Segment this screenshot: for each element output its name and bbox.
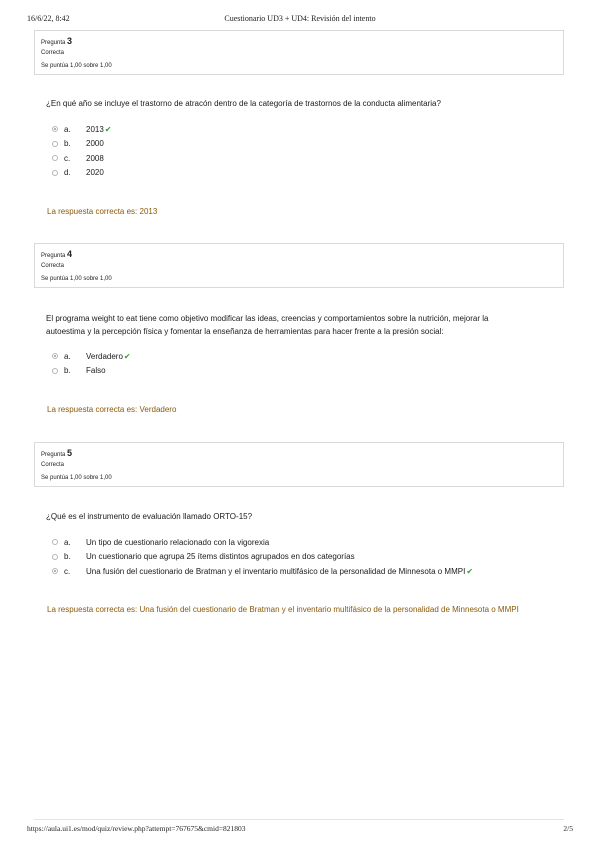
print-footer bbox=[0, 824, 600, 838]
answer-option[interactable]: a. Un tipo de cuestionario relacionado con la vigorexia bbox=[52, 535, 552, 550]
question-grade: Se puntúa 1,00 sobre 1,00 bbox=[41, 475, 112, 481]
answer-option[interactable]: c. Una fusión del cuestionario de Bratman y el inventario multifásico de la personalidad de Minnesota o MMPI ✔ bbox=[52, 564, 552, 579]
radio-button[interactable] bbox=[52, 539, 58, 545]
question-label: Pregunta 5 bbox=[41, 448, 73, 458]
radio-button[interactable] bbox=[52, 155, 58, 161]
footer-divider bbox=[34, 819, 564, 820]
right-answer-3: La respuesta correcta es: 2013 bbox=[47, 207, 158, 216]
check-icon: ✔ bbox=[104, 124, 112, 134]
answer-option[interactable]: b. 2000 bbox=[52, 137, 552, 152]
answer-text: Verdadero bbox=[86, 351, 123, 361]
question-number: 5 bbox=[67, 448, 73, 458]
answer-option[interactable]: a. 2013 ✔ bbox=[52, 122, 552, 137]
radio-button[interactable] bbox=[52, 126, 58, 132]
radio-button[interactable] bbox=[52, 568, 58, 574]
answer-list-4 bbox=[52, 349, 552, 378]
question-grade: Se puntúa 1,00 sobre 1,00 bbox=[41, 63, 112, 69]
question-info-4 bbox=[34, 243, 564, 288]
answer-list-3 bbox=[52, 122, 552, 180]
answer-option[interactable]: b. Falso bbox=[52, 364, 552, 379]
check-icon: ✔ bbox=[466, 566, 474, 576]
answer-text: 2008 bbox=[86, 153, 104, 163]
print-header bbox=[0, 14, 600, 28]
answer-option[interactable]: c. 2008 bbox=[52, 151, 552, 166]
question-text-3: ¿En qué año se incluye el trastorno de atracón dentro de la categoría de trastornos de la conducta alimentaria? bbox=[46, 99, 441, 108]
page-number: 2/5 bbox=[563, 824, 573, 833]
answer-option[interactable]: a. Verdadero ✔ bbox=[52, 349, 552, 364]
answer-option[interactable]: d. 2020 bbox=[52, 166, 552, 181]
radio-button[interactable] bbox=[52, 554, 58, 560]
question-text-4: El programa weight to eat tiene como objetivo modificar las ideas, creencias y comportamientos sobre la nutrición, mejorar la autoestima y la percepción física y fomentar la enseñanza de herramientas para hacer frente a la presión social: bbox=[46, 314, 489, 336]
check-icon: ✔ bbox=[123, 351, 131, 361]
answer-option[interactable]: b. Un cuestionario que agrupa 25 ítems distintos agrupados en dos categorías bbox=[52, 550, 552, 565]
question-number: 3 bbox=[67, 36, 73, 46]
answer-text: 2013 bbox=[86, 124, 104, 134]
print-title: Cuestionario UD3 + UD4: Revisión del intento bbox=[224, 14, 376, 23]
question-text-5: ¿Qué es el instrumento de evaluación llamado ORTO-15? bbox=[46, 512, 253, 521]
answer-text: Una fusión del cuestionario de Bratman y el inventario multifásico de la personalidad de Minnesota o MMPI bbox=[86, 566, 466, 576]
question-state: Correcta bbox=[41, 462, 65, 468]
question-number: 4 bbox=[67, 249, 73, 259]
question-grade: Se puntúa 1,00 sobre 1,00 bbox=[41, 276, 112, 282]
radio-button[interactable] bbox=[52, 353, 58, 359]
question-info-5 bbox=[34, 442, 564, 487]
print-date: 16/6/22, 8:42 bbox=[27, 14, 70, 23]
right-answer-4: La respuesta correcta es: Verdadero bbox=[47, 405, 177, 414]
page-url: https://aula.ui1.es/mod/quiz/review.php?attempt=767675&cmid=821803 bbox=[27, 824, 246, 833]
answer-text: Falso bbox=[86, 366, 106, 376]
question-state: Correcta bbox=[41, 50, 65, 56]
answer-text: Un tipo de cuestionario relacionado con la vigorexia bbox=[86, 537, 270, 547]
answer-text: 2000 bbox=[86, 139, 104, 149]
question-info-3 bbox=[34, 30, 564, 75]
right-answer-5: La respuesta correcta es: Una fusión del cuestionario de Bratman y el inventario multifásico de la personalidad de Minnesota o MMPI bbox=[47, 605, 519, 614]
answer-text: 2020 bbox=[86, 168, 104, 178]
radio-button[interactable] bbox=[52, 170, 58, 176]
answer-list-5 bbox=[52, 535, 552, 579]
question-label: Pregunta 3 bbox=[41, 36, 73, 46]
question-label: Pregunta 4 bbox=[41, 249, 73, 259]
answer-text: Un cuestionario que agrupa 25 ítems distintos agrupados en dos categorías bbox=[86, 552, 355, 562]
radio-button[interactable] bbox=[52, 141, 58, 147]
radio-button[interactable] bbox=[52, 368, 58, 374]
question-state: Correcta bbox=[41, 263, 65, 269]
